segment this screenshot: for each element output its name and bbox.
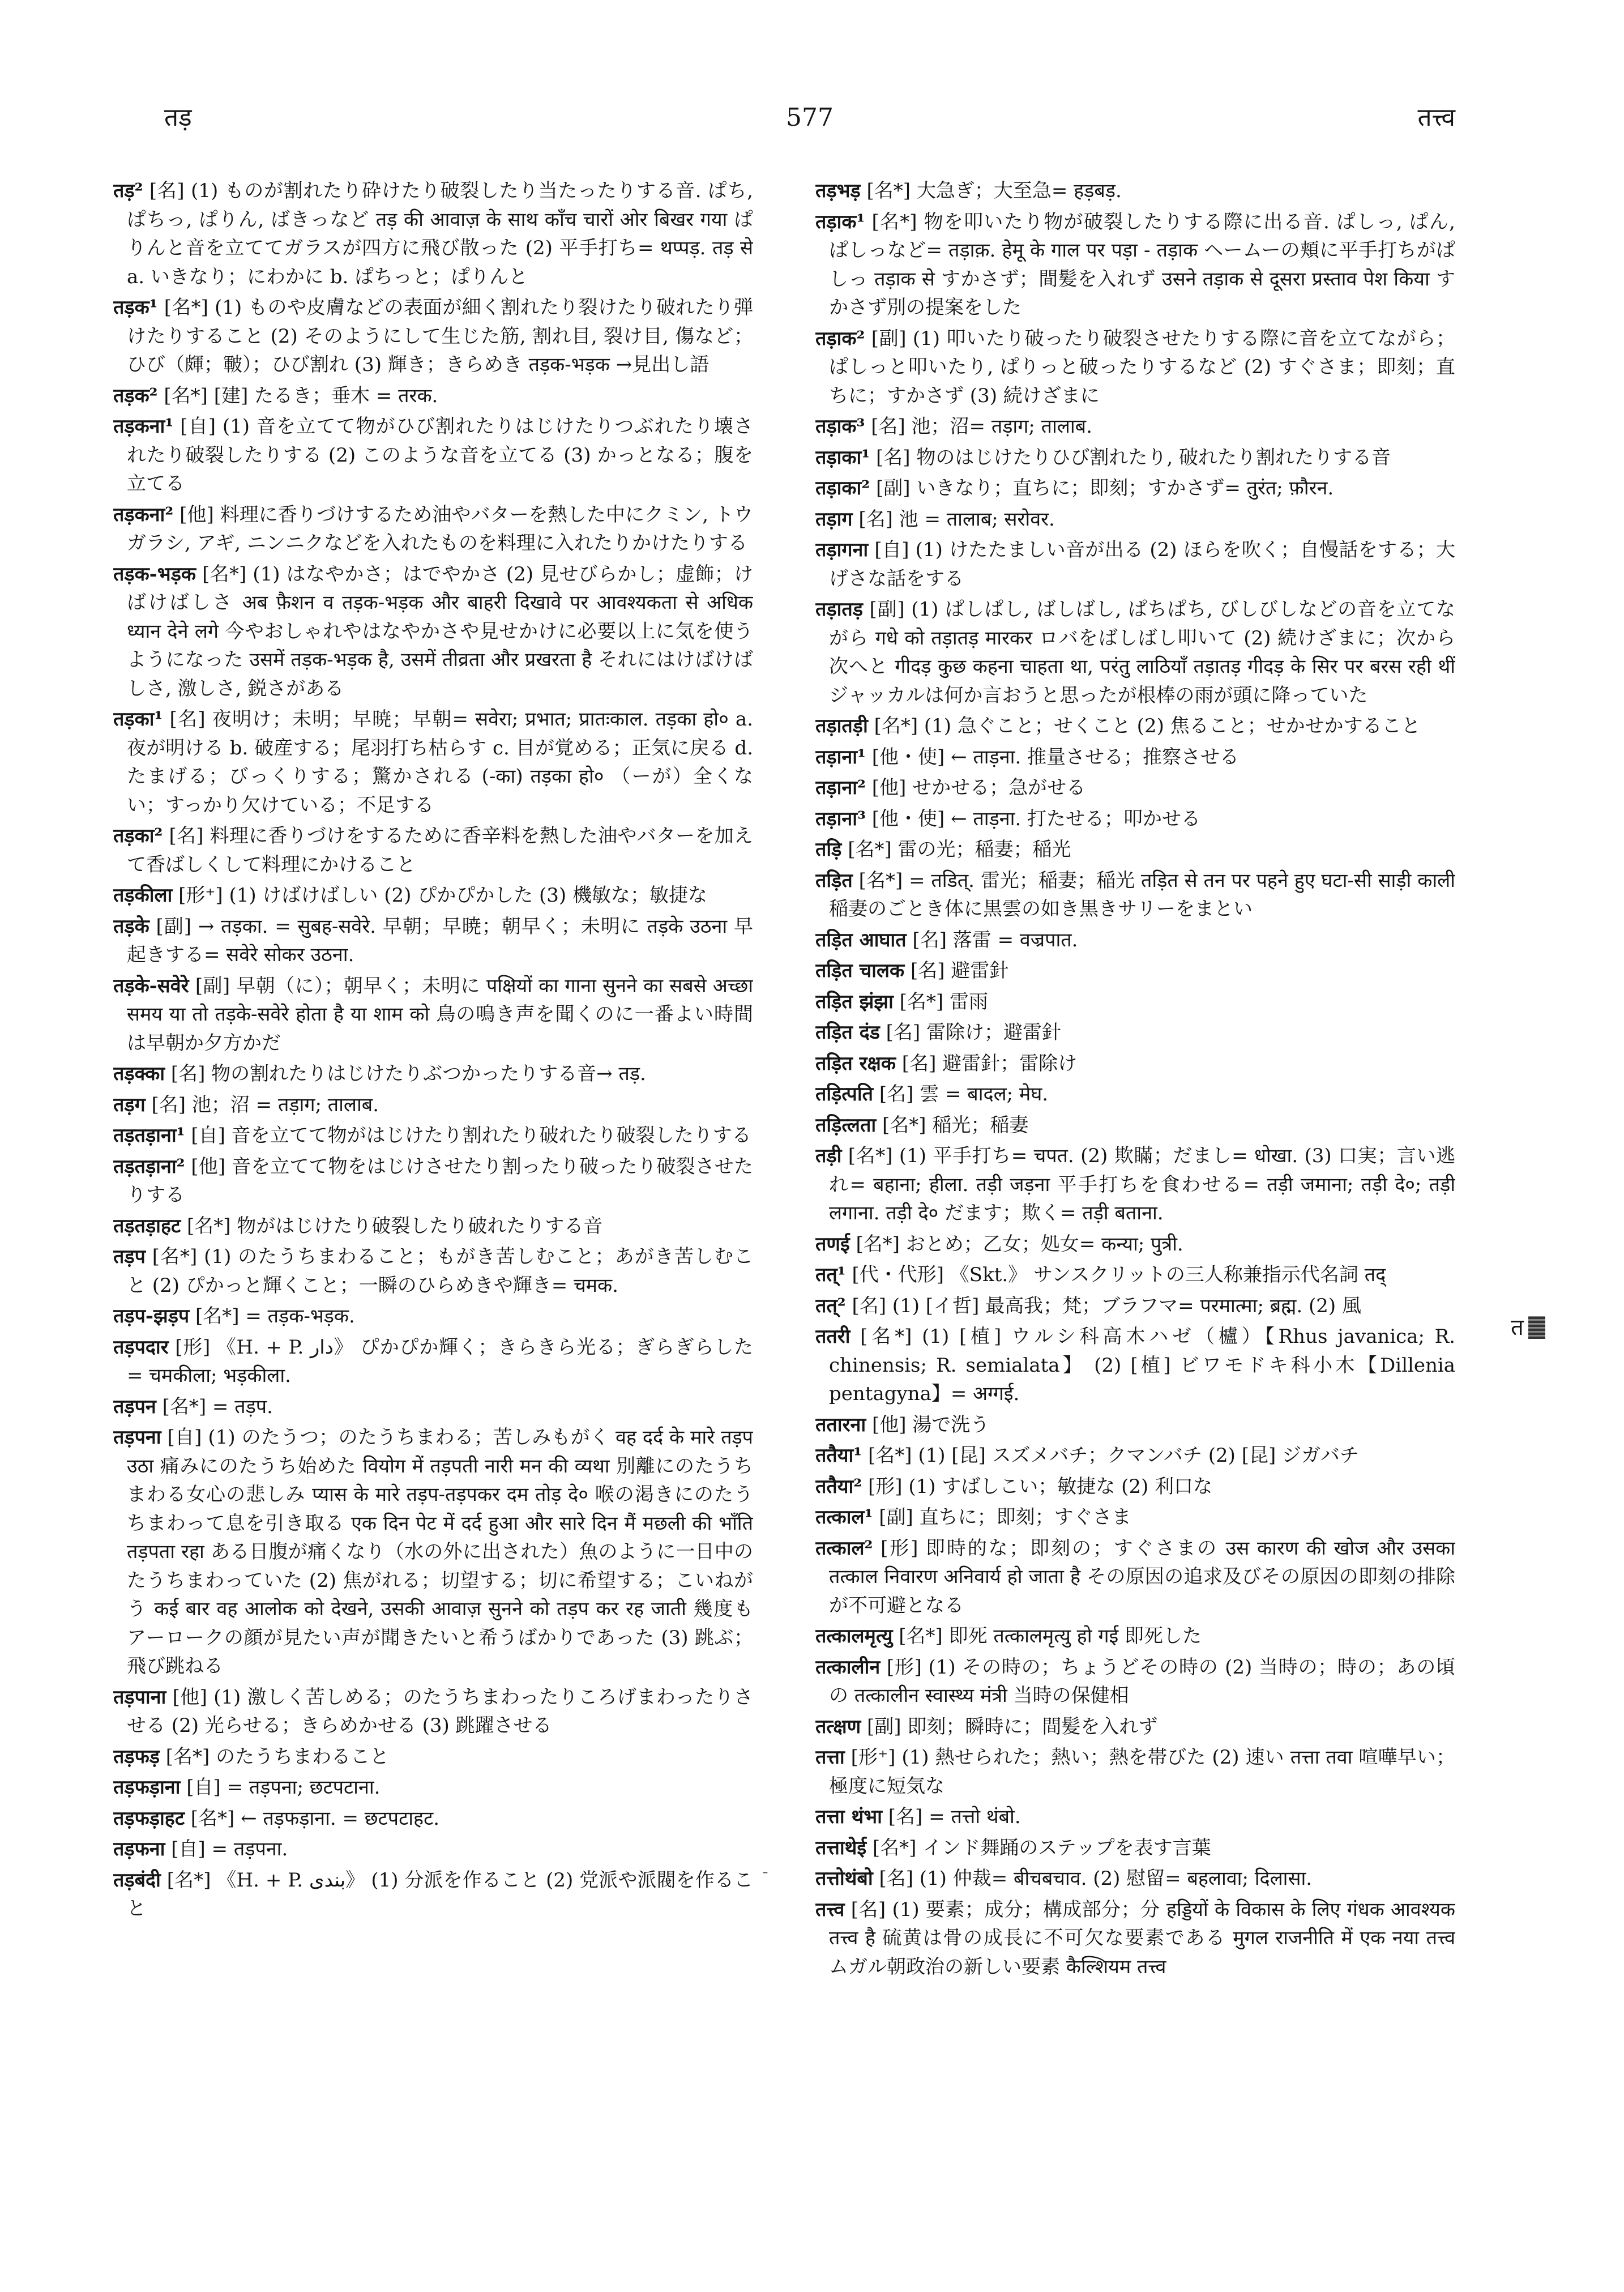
entry-headword: तड़तड़ाहट: [113, 1214, 181, 1237]
entry-definition: [名] 避雷針: [904, 959, 1009, 982]
dictionary-entry: [815, 1472, 1455, 1501]
dictionary-entry: [815, 1503, 1455, 1532]
entry-definition: [名*] のたうちまわること: [159, 1745, 390, 1768]
dictionary-entry: [113, 881, 753, 910]
entry-headword: तड़²: [113, 180, 143, 202]
entry-definition: [形] (1) その時の；ちょうどその時の (2) 当時の；時の；あの頃の तत्कालीन स्वास्थ्य मंत्री 当時の保健相: [829, 1655, 1455, 1707]
dictionary-entry: [815, 325, 1455, 411]
dictionary-entry: [815, 1864, 1455, 1893]
entry-headword: तड़ाग: [815, 507, 853, 531]
entry-definition: [他・使] ← ताड़ना. 打たせる；叩かせる: [865, 807, 1201, 830]
dictionary-entry: [113, 1773, 753, 1802]
dictionary-entry: [113, 1302, 753, 1331]
entry-definition: [他] せかせる；急がせる: [865, 776, 1086, 799]
entry-headword: तड़फड़: [113, 1745, 160, 1768]
dictionary-entry: [815, 1230, 1455, 1259]
entry-headword: तड़तड़ाना¹: [113, 1124, 185, 1147]
entry-definition: [名*] (1) 平手打ち= चपत. (2) 欺瞞；だまし= धोखा. (3) 口実；言い逃れ= बहाना; हीला. तड़ी जड़ना 平手打ちを食わせる= तड़ी जमाना; तड़ी दे०; तड़ी लगाना. तड़ी दे० だます；欺く= तड़ी बताना.: [829, 1145, 1455, 1224]
entry-headword: तड़फना: [113, 1838, 165, 1860]
entry-headword: तड़के: [113, 915, 149, 938]
entry-definition: [名*] 物がはじけたり破裂したり破れたりする音: [181, 1214, 603, 1237]
entry-definition: [他] 料理に香りづけするため油やバターを熱した中にクミン, トウガラシ, アギ, ニンニクなどを入れたものを料理に入れたりかけたりする: [127, 503, 753, 554]
entry-definition: [名] = तत्तो थंबो.: [882, 1806, 1021, 1828]
dictionary-entry: [815, 743, 1455, 772]
entry-definition: [自] = तड़पना; छटपटाना.: [180, 1776, 381, 1799]
entry-definition: [自] = तड़पना.: [165, 1838, 288, 1860]
dictionary-entry: [815, 926, 1455, 955]
entry-definition: [副] → तड़का. = सुबह-सवेरे. 早朝；早暁；朝早く；未明に तड़के उठना 早起きする= सवेरे सोकर उठना.: [127, 915, 753, 966]
dictionary-entry: [815, 1049, 1455, 1078]
dictionary-entry: [815, 1111, 1455, 1140]
dictionary-entry: [113, 972, 753, 1058]
dictionary-entry: [815, 1322, 1455, 1409]
entry-headword: तड़का¹: [113, 708, 163, 731]
entry-headword: ततैया²: [815, 1475, 862, 1498]
entry-headword: तड़फड़ाहट: [113, 1807, 185, 1830]
section-thumb-tab: [1511, 1313, 1545, 1342]
entry-headword: तड़ाका¹: [815, 446, 870, 469]
entry-definition: [名] (1) [イ哲] 最高我；梵；ブラフマ= परमात्मा; ब्रह्म. (2) 風: [845, 1294, 1361, 1317]
entry-headword: तड़के-सवेरे: [113, 974, 189, 997]
dictionary-entry: [113, 1121, 753, 1150]
dictionary-entry: [815, 1080, 1455, 1109]
dictionary-entry: [815, 505, 1455, 534]
entry-definition: [名] 避雷針；雷除け: [896, 1052, 1078, 1075]
entry-definition: [名] (1) 要素；成分；構成部分；分 हड्डियों के विकास के लिए गंधक आवश्यक तत्त्व है 硫黄は骨の成長に不可欠な要素である मुगल राजनीति में एक नया तत्त्व ムガル朝政治の新しい要素 कैल्शियम तत्त्व: [829, 1898, 1455, 1978]
entry-definition: [名] 物のはじけたりひび割れたり, 破れたり割れたりする音: [870, 446, 1391, 469]
entry-headword: तत्काल¹: [815, 1506, 873, 1529]
dictionary-entry: [113, 560, 753, 703]
entry-definition: [名*] (1) 急ぐこと；せくこと (2) 焦ること；せかせかすること: [867, 715, 1421, 737]
dictionary-entry: [815, 805, 1455, 834]
entry-headword: तड़प: [113, 1245, 146, 1268]
entry-definition: [名*] 《H. + P. بندی》 (1) 分派を作ること (2) 党派や派閥を作ること: [127, 1868, 753, 1920]
entry-headword: तत्ताथेई: [815, 1836, 867, 1859]
entry-headword: तत्कालीन: [815, 1655, 881, 1679]
entry-definition: [名*] 即死 तत्कालमृत्यु हो गई 即死した: [892, 1625, 1202, 1647]
entry-definition: [副] (1) 叩いたり破ったり破裂させたりする際に音を立てながら；ぱしっと叩いたり, ぱりっと破ったりするなど (2) すぐさま；即刻；直ちに；すかさず (3) 続けざまに: [829, 327, 1455, 407]
entry-headword: तड़कना²: [113, 503, 174, 526]
entry-definition: [名] 料理に香りづけをするために香辛料を熱した油やバターを加えて香ばしくして料理にかけること: [127, 825, 753, 876]
thumb-index-icon: [1528, 1316, 1545, 1339]
entry-definition: [形] 《H. + P. دار》 ぴかぴか輝く；きらきら光る；ぎらぎらした= चमकीला; भड़कीला.: [127, 1335, 753, 1387]
page-number: 577: [786, 103, 834, 132]
entry-definition: [自] (1) 音を立てて物がひび割れたりはじけたりつぶれたり壊されたり破裂したりする (2) このような音を立てる (3) かっとなる；腹を立てる: [127, 415, 753, 495]
entry-definition: [名] (1) ものが割れたり砕けたり破裂したり当たったりする音. ぱち, ぱちっ, ぱりん, ばきっなど तड़ की आवाज़ के साथ काँच चारों ओर बिखर गया ぱりんと音を立ててガラスが四方に飛び散った (2) 平手打ち= थप्पड़. तड़ से a. いきなり；にわかに b. ぱちっと；ぱりんと: [127, 180, 753, 288]
section-letter: त: [1511, 1314, 1524, 1341]
dictionary-entry: [113, 822, 753, 879]
entry-headword: तत्काल²: [815, 1536, 873, 1560]
dictionary-entry: [113, 1153, 753, 1210]
dictionary-entry: [815, 1292, 1455, 1321]
dictionary-entry: [815, 957, 1455, 985]
dictionary-entry: [113, 912, 753, 970]
entry-definition: [名*] 稲光；稲妻: [876, 1113, 1029, 1137]
dictionary-entry: [113, 1835, 753, 1864]
dictionary-entry: [815, 1622, 1455, 1651]
entry-headword: तड़का²: [113, 825, 163, 847]
entry-definition: [自] (1) のたうつ；のたうちまわる；苦しみもがく वह दर्द के मारे तड़प उठा 痛みにのたうち始めた वियोग में तड़पती नारी मन की व्यथा 別離にのたうちまわる女心の悲しみ प्यास के मारे तड़प-तड़पकर दम तोड़ दे० 喉の渇きにのたうちまわって息を引き取る एक दिन पेट में दर्द हुआ और सारे दिन मैं मछली की भाँति तड़पता रहा ある日腹が痛くなり（水の外に出された）魚のように一日中のたうちまわっていた (2) 焦がれる；切望する；切に希望する；こいねがう कई बार वह आलोक को देखने, उसकी आवाज़ सुनने को तड़प कर रह जाती 幾度もアーロークの顔が見たい声が聞きたいと希うばかりであった (3) 跳ぶ；飛び跳ねる: [127, 1426, 753, 1678]
entry-headword: तड़ाना³: [815, 807, 866, 830]
dictionary-entry: [815, 1743, 1455, 1800]
dictionary-entry: [113, 177, 753, 291]
entry-definition: [名*] 物を叩いたり物が破裂したりする際に出る音. ぱしっ, ぱん, ぱしっなど= तड़ाक़. हेमू के गाल पर पड़ा - तड़ाक ヘームーの頬に平手打ちがぱしっ तड़ाक से すかさず；間髪を入れず उसने तड़ाक से दूसरा प्रस्ताव पेश किया すかさず別の提案をした: [829, 210, 1455, 319]
entry-definition: [形⁺] (1) けばけばしい (2) ぴかぴかした (3) 機敏な；敏捷な: [172, 884, 707, 907]
dictionary-entry: [113, 412, 753, 498]
entry-definition: [名*] 雷の光；稲妻；稲光: [841, 838, 1071, 861]
entry-headword: तड़ित आघात: [815, 928, 907, 951]
entry-definition: [形] (1) すばしこい；敏捷な (2) 利口な: [862, 1475, 1213, 1498]
entry-headword: तड़पन: [113, 1395, 156, 1418]
entry-definition: [名] 池；沼 = तड़ाग; तालाब.: [145, 1093, 379, 1116]
left-column: [113, 177, 753, 2187]
entry-headword: तड़ाका²: [815, 477, 870, 500]
dictionary-entry: [815, 474, 1455, 503]
dictionary-entry: [815, 443, 1455, 472]
dictionary-entry: [815, 595, 1455, 710]
entry-headword: तड़ित्लता: [815, 1113, 877, 1137]
left-guide-word: तड़: [164, 103, 192, 132]
entry-headword: तड़ाक¹: [815, 210, 865, 233]
dictionary-entry: [113, 1683, 753, 1740]
entry-definition: [副] (1) ぱしぱし, ばしばし, ぱちぱち, びしびしなどの音を立てながら गधे को तड़ातड़ मारकर ロバをばしばし叩いて (2) 続けざまに；次から次へと गीदड़ कुछ कहना चाहता था, परंतु लाठियाँ तड़ातड़ गीदड़ के सिर पर बरस रही थीं ジャッカルは何か言おうと思ったが根棒の雨が頭に降っていた: [829, 598, 1455, 707]
entry-definition: [名] 物の割れたりはじけたりぶつかったりする音→ तड़.: [165, 1062, 646, 1085]
entry-definition: [名*] (1) のたうちまわること；もがき苦しむこと；あがき苦しむこと (2) ぴかっと輝くこと；一瞬のひらめきや輝き= चमक.: [127, 1245, 753, 1297]
dictionary-entry: [815, 1018, 1455, 1047]
entry-definition: [名] 池；沼= तड़ाग; तालाब.: [865, 415, 1092, 438]
entry-headword: तड़ी: [815, 1145, 842, 1167]
entry-headword: तणई: [815, 1232, 850, 1256]
entry-headword: तड़ाना²: [815, 776, 866, 799]
entry-definition: [名*] = तडित्. 雷光；稲妻；稲光 तड़ित से तन पर पहने हुए घटा-सी साड़ी काली 稲妻のごとき体に黒雲の如き黒きサリーをまとい: [829, 869, 1455, 920]
entry-headword: तत्कालमृत्यु: [815, 1625, 893, 1647]
entry-headword: तड़पना: [113, 1426, 161, 1449]
dictionary-entry: [815, 1411, 1455, 1440]
entry-definition: [名*] (1) [植] ウルシ科高木ハゼ（櫨）【Rhus javanica; R. chinensis; R. semialata】 (2) [植] ビワモドキ科小木【Dillenia pentagyna】= अग्गई.: [829, 1325, 1455, 1405]
dictionary-entry: [113, 1423, 753, 1681]
dictionary-entry: [113, 293, 753, 379]
entry-headword: तड़ित दंड: [815, 1021, 880, 1044]
entry-headword: तड़ाना¹: [815, 745, 866, 769]
entry-headword: ततारना: [815, 1413, 866, 1436]
dictionary-entry: [815, 1653, 1455, 1710]
entry-definition: [名*] 雷雨: [893, 990, 988, 1013]
entry-definition: [名*] = तड़प.: [156, 1395, 273, 1418]
entry-headword: तड़ातड़ी: [815, 715, 868, 737]
entry-definition: [名*] = तड़क-भड़क.: [189, 1305, 355, 1328]
entry-definition: [他・使] ← ताड़ना. 推量させる；推察させる: [865, 745, 1240, 769]
entry-definition: [他] 音を立てて物をはじけさせたり割ったり破ったり破裂させたりする: [127, 1155, 753, 1206]
dictionary-entry: [113, 382, 753, 411]
entry-headword: तड़कीला: [113, 884, 173, 907]
dictionary-entry: [815, 988, 1455, 1017]
margin-mark: ˉ: [762, 1870, 769, 1887]
dictionary-entry: [815, 867, 1455, 924]
entry-definition: [名] 夜明け；未明；早暁；早朝= सवेरा; प्रभात; प्रातःकाल. तड़का हो० a. 夜が明ける b. 破産する；尾羽打ち枯らす c. 目が覚める；正気に戻る d. たまげる；びっくりする；驚かされる (-का) तड़का हो० （ーが）全くない；すっかり欠けている；不足する: [127, 708, 753, 817]
dictionary-entry: [815, 1534, 1455, 1620]
entry-headword: ततरी: [815, 1325, 851, 1348]
entry-definition: [名*] (1) はなやかさ；はでやかさ (2) 見せびらかし；虚飾；けばけばしさ अब फ़ैशन व तड़क-भड़क और बाहरी दिखावे पर आवश्यकता से अधिक ध्यान देने लगे 今やおしゃれやはなやかさや見せかけに必要以上に気を使うようになった उसमें तड़क-भड़क है, उसमें तीव्रता और प्रखरता है それにはけばけばしさ, 激しさ, 鋭さがある: [127, 562, 753, 700]
entry-headword: तड़क¹: [113, 296, 158, 319]
entry-headword: तड़पदार: [113, 1335, 169, 1359]
entry-headword: तड़ि: [815, 838, 842, 861]
dictionary-entry: [815, 1261, 1455, 1290]
entry-headword: तड़ाक²: [815, 327, 865, 350]
entry-definition: [名*] 大急ぎ；大至急= हड़बड़.: [860, 180, 1122, 202]
dictionary-entry: [815, 1713, 1455, 1742]
entry-headword: तत्तोथंबो: [815, 1867, 873, 1890]
entry-headword: तड़भड़: [815, 180, 861, 202]
dictionary-entry: [113, 1091, 753, 1120]
entry-definition: [名*] ← तड़फड़ाना. = छटपटाहट.: [184, 1807, 440, 1830]
dictionary-entry: [113, 1393, 753, 1422]
entry-headword: तड़क-भड़क: [113, 562, 196, 586]
entry-definition: [副] 即刻；瞬時に；間髪を入れず: [861, 1715, 1158, 1738]
dictionary-entry: [113, 501, 753, 558]
entry-definition: [名] 雲 = बादल; मेघ.: [873, 1083, 1049, 1106]
entry-headword: तड़तड़ाना²: [113, 1155, 185, 1178]
dictionary-entry: [113, 1212, 753, 1241]
entry-headword: तड़क्का: [113, 1062, 165, 1085]
entry-definition: [副] いきなり；直ちに；即刻；すかさず= तुरंत; फ़ौरन.: [870, 477, 1334, 500]
dictionary-entry: [815, 835, 1455, 864]
entry-definition: [名*] インド舞踊のステップを表す言葉: [866, 1836, 1211, 1859]
dictionary-entry: [113, 1866, 753, 1923]
dictionary-entry: [815, 1142, 1455, 1228]
entry-definition: [自] 音を立てて物がはじけたり割れたり破れたり破裂したりする: [185, 1124, 751, 1147]
entry-headword: तड़ग: [113, 1093, 146, 1116]
entry-headword: तड़ित झंझा: [815, 990, 894, 1013]
dictionary-entry: [815, 177, 1455, 206]
dictionary-entry: [113, 705, 753, 820]
entry-headword: तड़ाक³: [815, 415, 865, 438]
dictionary-entry: [815, 774, 1455, 803]
entry-definition: [名] 雷除け；避雷針: [879, 1021, 1061, 1044]
entry-headword: तत्ता: [815, 1746, 845, 1769]
entry-headword: तत्त्व: [815, 1898, 845, 1921]
dictionary-entry: [815, 1441, 1455, 1470]
entry-definition: [名*] (1) ものや皮膚などの表面が細く割れたり裂けたり破れたり弾けたりすること (2) そのようにして生じた筋, 割れ目, 裂け目, 傷など；ひび（皹；皸）；ひび割れ (3) 輝き；きらめき तड़क-भड़क →見出し語: [127, 296, 753, 376]
entry-definition: [名] (1) 仲裁= बीचबचाव. (2) 慰留= बहलावा; दिलासा.: [873, 1867, 1313, 1890]
entry-definition: [副] 直ちに；即刻；すぐさま: [873, 1506, 1131, 1529]
dictionary-entry: [113, 1060, 753, 1089]
entry-headword: तत्क्षण: [815, 1715, 861, 1738]
entry-headword: तड़ित्पति: [815, 1083, 874, 1106]
entry-headword: तड़क²: [113, 384, 158, 407]
entry-headword: तड़कना¹: [113, 415, 174, 438]
dictionary-entry: [815, 208, 1455, 322]
entry-headword: तड़ित: [815, 869, 853, 892]
entry-definition: [名*] (1) [昆] スズメバチ；クマンバチ (2) [昆] ジガバチ: [862, 1444, 1360, 1467]
page-header: [164, 101, 1455, 146]
right-column: [815, 177, 1455, 2187]
dictionary-entry: [815, 712, 1455, 741]
dictionary-entry: [113, 1333, 753, 1390]
entry-headword: तड़ित रक्षक: [815, 1052, 896, 1075]
entry-headword: तत्²: [815, 1294, 846, 1317]
dictionary-entry: [113, 1804, 753, 1833]
entry-headword: तड़ागना: [815, 539, 869, 561]
entry-headword: तड़प-झड़प: [113, 1305, 190, 1328]
entry-definition: [副] 早朝（に）；朝早く；未明に पक्षियों का गाना सुनने का सबसे अच्छा समय या तो तड़के-सवेरे होता है या शाम को 鳥の鳴き声を聞くのに一番よい時間は早朝か夕方かだ: [127, 974, 753, 1055]
dictionary-entry: [815, 1834, 1455, 1863]
entry-definition: [他] (1) 激しく苦しめる；のたうちまわったりころげまわったりさせる (2) 光らせる；きらめかせる (3) 跳躍させる: [127, 1685, 753, 1737]
entry-definition: [名] 池 = तालाब; सरोवर.: [852, 507, 1055, 531]
entry-headword: ततैया¹: [815, 1444, 862, 1467]
entry-headword: तड़बंदी: [113, 1868, 161, 1892]
entry-definition: [名*] [建] たるき；垂木 = तरक.: [157, 384, 438, 407]
entry-headword: तड़पाना: [113, 1685, 166, 1709]
entry-headword: तड़ातड़: [815, 598, 863, 621]
right-guide-word: तत्त्व: [1417, 103, 1455, 132]
entry-headword: तड़ित चालक: [815, 959, 905, 982]
entry-definition: [自] (1) けたたましい音が出る (2) ほらを吹く；自慢話をする；大げさな話をする: [829, 539, 1455, 590]
dictionary-entry: [815, 536, 1455, 593]
entry-headword: तत्ता थंभा: [815, 1806, 882, 1828]
dictionary-entry: [815, 412, 1455, 441]
entry-definition: [代・代形] 《Skt.》 サンスクリットの三人称兼指示代名詞 तद्: [845, 1264, 1386, 1286]
dictionary-entry: [815, 1803, 1455, 1832]
entry-headword: तत्¹: [815, 1264, 846, 1286]
entry-definition: [名*] おとめ；乙女；処女= कन्या; पुत्री.: [849, 1232, 1183, 1256]
entry-definition: [名] 落雷 = वज्रपात.: [906, 928, 1078, 951]
entry-definition: [他] 湯で洗う: [866, 1413, 990, 1436]
entry-definition: [形⁺] (1) 熱せられた；熱い；熱を帯びた (2) 速い तत्ता तवा 喧嘩早い；極度に短気な: [829, 1746, 1455, 1798]
entry-headword: तड़फड़ाना: [113, 1776, 181, 1799]
dictionary-entry: [113, 1743, 753, 1772]
dictionary-entry: [113, 1243, 753, 1300]
entry-definition: [形] 即時的な；即刻の；すぐさまの उस कारण की खोज और उसका तत्काल निवारण अनिवार्य हो जाता है その原因の追求及びその原因の即刻の排除が不可避となる: [829, 1536, 1455, 1617]
dictionary-entry: [815, 1896, 1455, 1982]
